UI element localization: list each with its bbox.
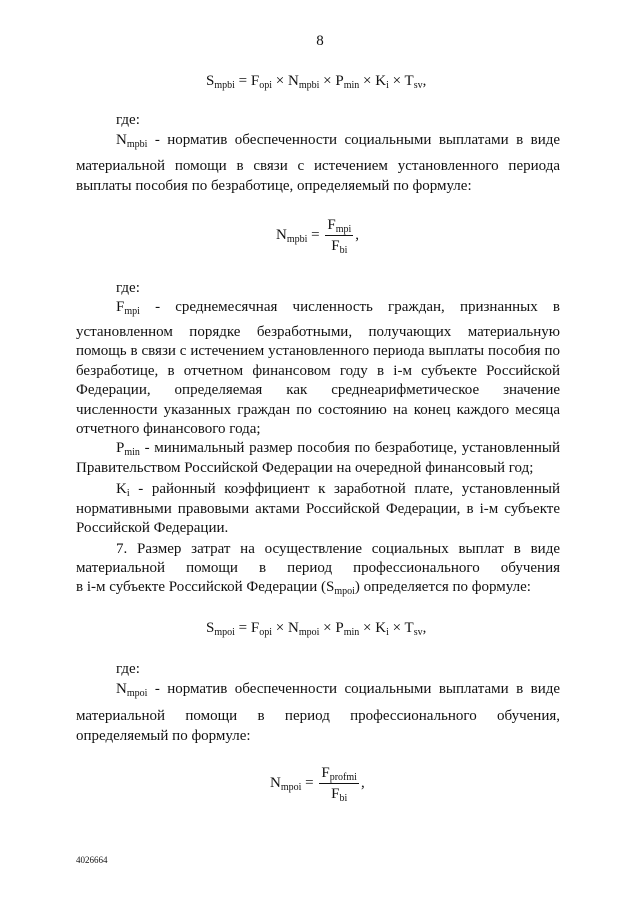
definition-f-mpi-line2: установленном порядке безработными, получающих материальную — [76, 324, 560, 340]
definition-k-i-line1: $K_i$ - районный коэффициент к заработной плате, установленный — [116, 481, 560, 499]
definition-n-mpbi-line3: выплаты пособия по безработице, определяемый по формуле: — [76, 178, 472, 194]
definition-k-i-line3: Российской Федерации. — [76, 520, 229, 536]
item-7-line1: 7. Размер затрат на осуществление социальных выплат в виде — [116, 541, 560, 557]
definition-f-mpi-line4: безработице, в отчетном финансовом году в i-м субъекте Российской — [76, 363, 560, 379]
definition-n-mpoi-line2: материальной помощи в период профессионального обучения, — [76, 708, 560, 724]
definition-f-mpi-line1: $F_{mpi}$ - среднемесячная численность граждан, признанных в — [116, 299, 560, 317]
definition-f-mpi-line5: Федерации, определяемая как среднеарифметическое значение — [76, 382, 560, 398]
definition-p-min-line1: $P_{min}$ - минимальный размер пособия по безработице, установленный — [116, 440, 561, 458]
definition-f-mpi-line6: численности указанных граждан по состоянию на конец каждого месяца — [76, 402, 560, 418]
fraction: $\frac{F_{mpi}}{F_{bi}}$ — [327, 217, 352, 256]
definition-k-i-line2: нормативными правовыми актами Российской Федерации, в i-м субъекте — [76, 501, 560, 517]
item-7-line3: в i-м субъекте Российской Федерации $(S_{mpoi})$ определяется по формуле: — [76, 579, 531, 597]
page-number: 8 — [316, 33, 324, 49]
formula-s-mpbi: $S_{mpbi} = F_{opi} \times N_{mpbi} \times P_{min} \times K_i \times T_{sv}$, — [206, 73, 427, 91]
where-label: где: — [116, 112, 140, 128]
definition-p-min-line2: Правительством Российской Федерации на очередной финансовый год; — [76, 460, 534, 476]
formula-n-mpbi: $N_{mpbi}$ = $\frac{F_{mpi}}{F_{bi}}$ , — [276, 217, 360, 256]
definition-n-mpoi-line1: $N_{mpoi}$ - норматив обеспеченности социальными выплатами в виде — [116, 681, 561, 699]
item-7-line2: материальной помощи в период профессионального обучения — [76, 560, 560, 576]
definition-n-mpbi-line2: материальной помощи в связи с истечением установленного периода — [76, 158, 560, 174]
definition-f-mpi-line3: помощь в связи с истечением установленного периода выплаты пособия по — [76, 343, 560, 359]
fraction: $\frac{F_{profmi}}{F_{bi}}$ — [321, 765, 357, 804]
definition-n-mpoi-line3: определяемый по формуле: — [76, 728, 251, 744]
formula-s-mpoi: $S_{mpoi} = F_{opi} \times N_{mpoi} \times P_{min} \times K_i \times T_{sv}$, — [206, 620, 427, 638]
where-label: где: — [116, 661, 140, 677]
formula-n-mpoi: $N_{mpoi}$ = $\frac{F_{profmi}}{F_{bi}}$ , — [270, 765, 365, 804]
definition-f-mpi-line7: отчетного финансового года; — [76, 421, 261, 437]
footer-code: 4026664 — [76, 855, 108, 865]
definition-n-mpbi-line1: $N_{mpbi}$ - норматив обеспеченности социальными выплатами в виде — [116, 132, 561, 150]
where-label: где: — [116, 280, 140, 296]
